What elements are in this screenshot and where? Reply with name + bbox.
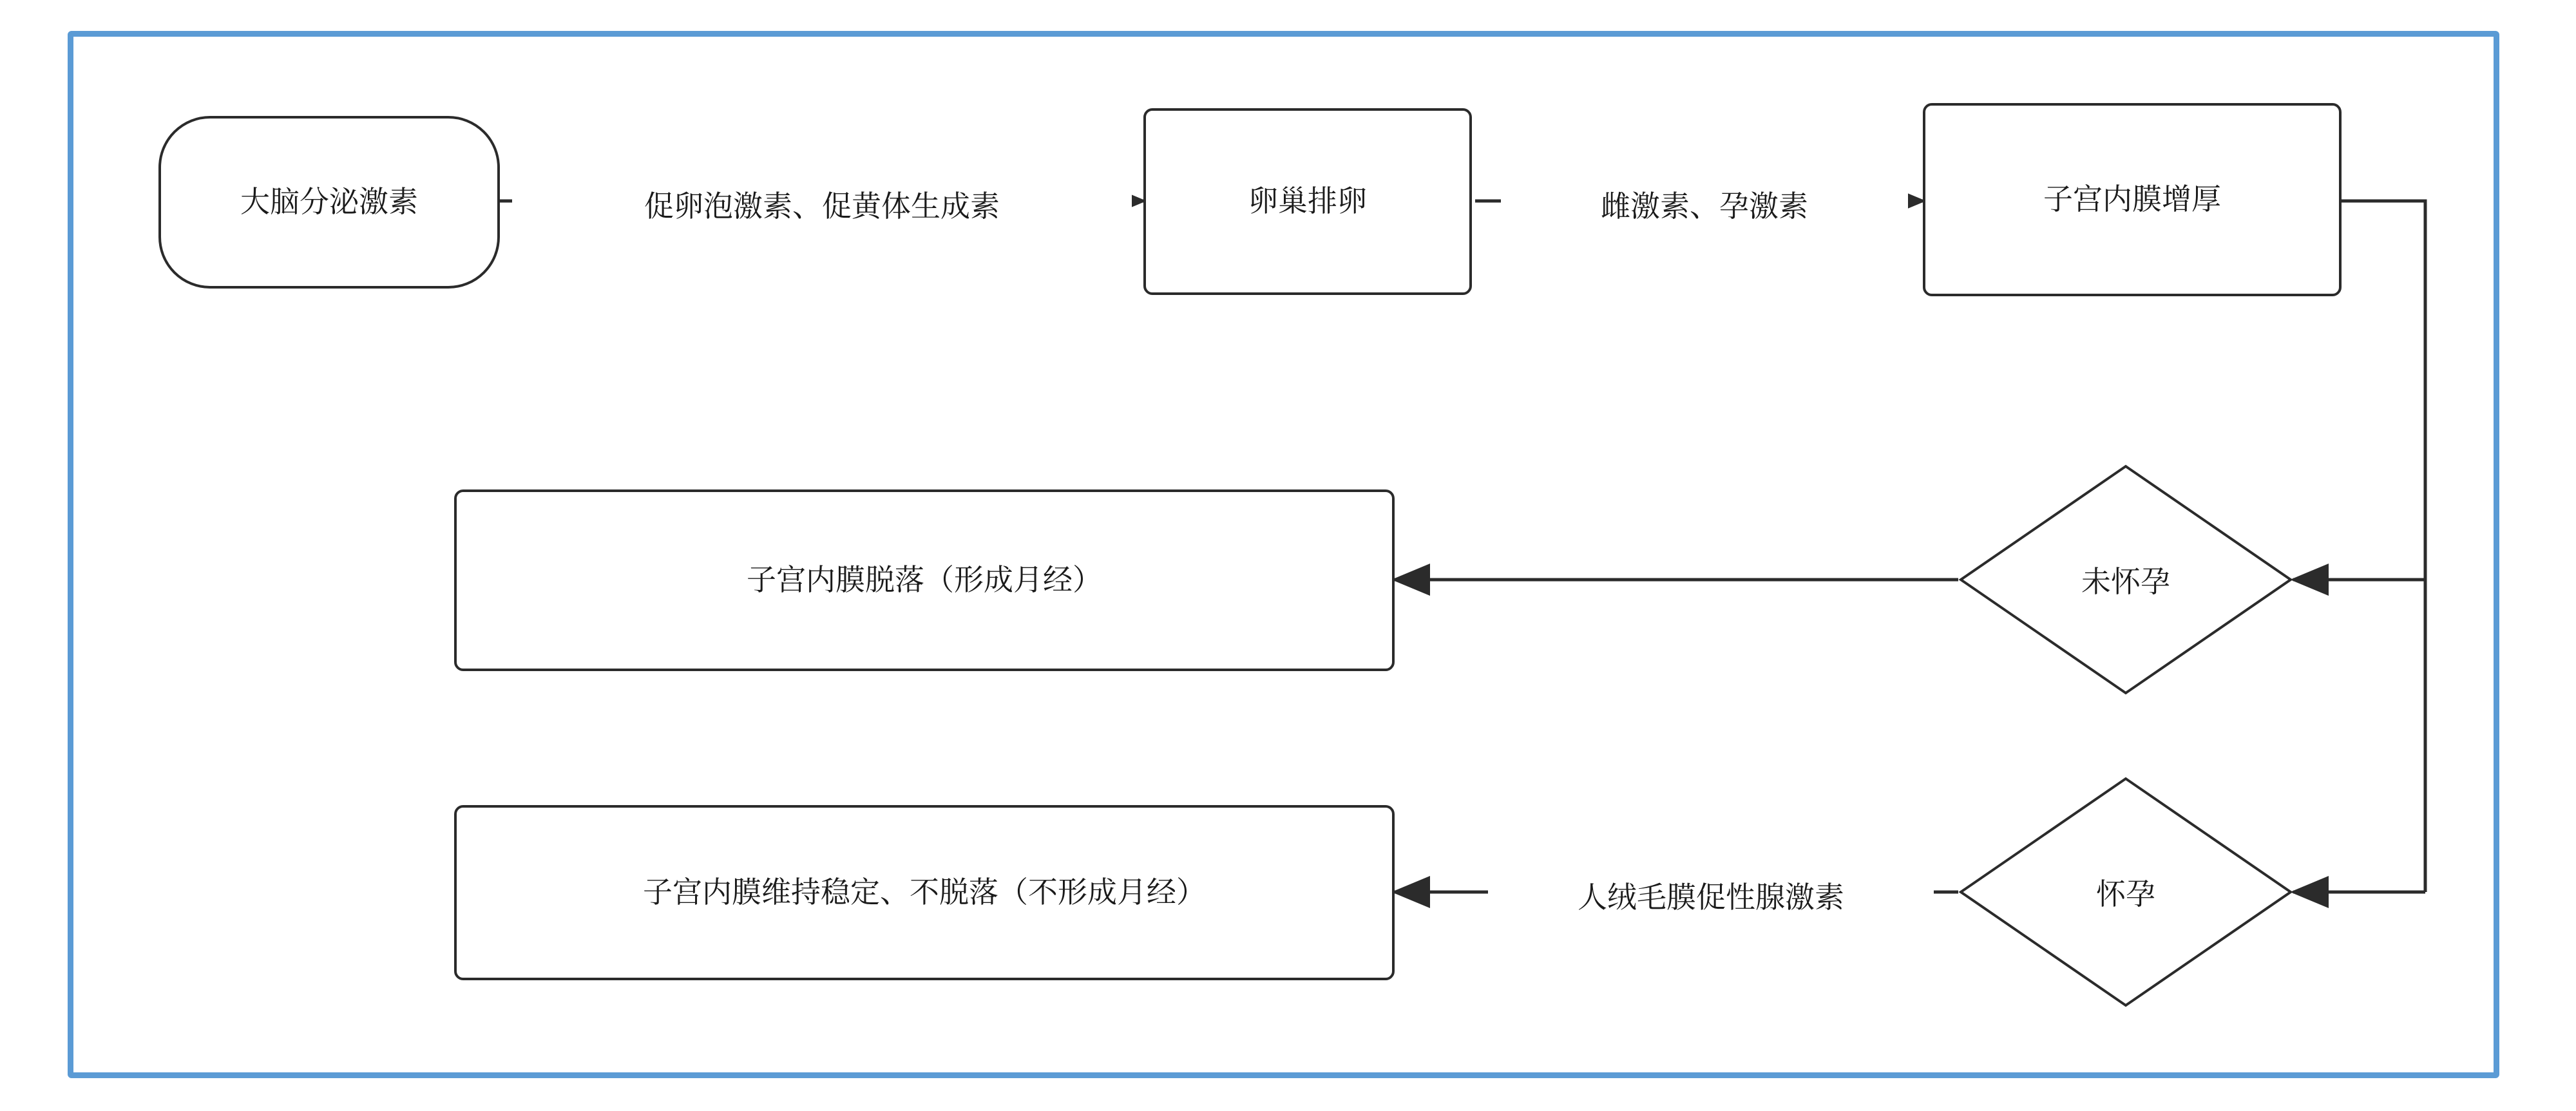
node-endometrium-thicken-label: 子宫内膜增厚	[2043, 182, 2221, 216]
node-pregnant-label: 怀孕	[2096, 877, 2155, 911]
node-ovulation-label: 卵巢排卵	[1248, 184, 1367, 218]
node-brain[interactable]	[158, 116, 500, 289]
node-ovulation[interactable]	[1143, 108, 1472, 295]
node-not-pregnant[interactable]	[1958, 464, 2293, 696]
node-not-pregnant-label: 未怀孕	[2081, 565, 2170, 598]
node-shedding-label: 子宫内膜脱落（形成月经）	[747, 563, 1102, 597]
node-pregnant[interactable]	[1958, 776, 2293, 1008]
node-brain-label: 大脑分泌激素	[240, 185, 418, 219]
edge-label-fsh-lh: 促卵泡激素、促黄体生成素	[512, 183, 1132, 225]
node-stable[interactable]	[454, 805, 1395, 980]
edge-label-estrogen-progesterone: 雌激素、孕激素	[1501, 183, 1908, 225]
node-endometrium-thicken[interactable]	[1923, 103, 2342, 296]
edge-label-hcg: 人绒毛膜促性腺激素	[1488, 874, 1934, 916]
node-shedding[interactable]	[454, 489, 1395, 671]
node-stable-label: 子宫内膜维持稳定、不脱落（不形成月经）	[643, 875, 1206, 909]
